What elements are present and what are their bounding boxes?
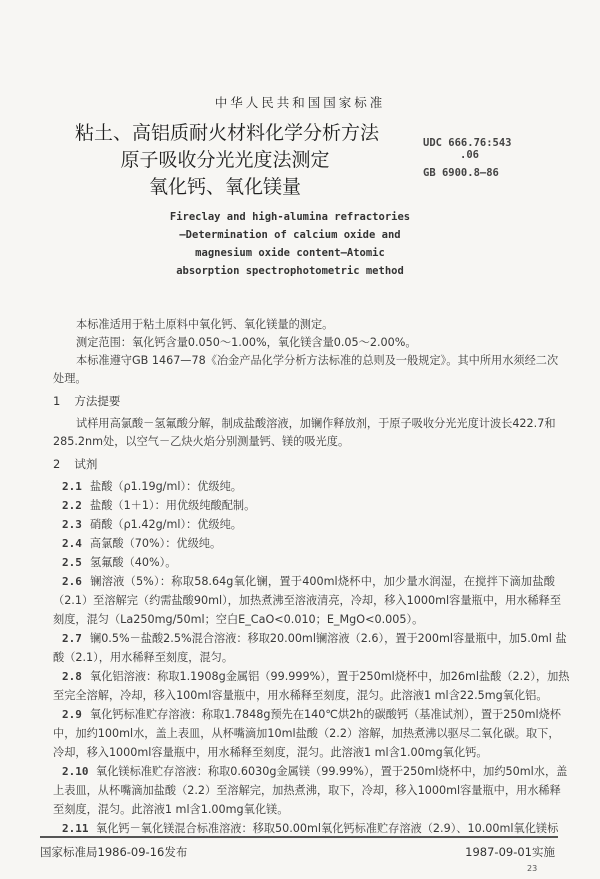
reagent-item-continuation: 刻度，混匀（La250mg/50ml；空白E_CaO<0.010；E_MgO<0.005）。 — [53, 613, 424, 626]
intro-line: 测定范围：氧化钙含量0.050～1.00%，氧化镁含量0.05～2.00%。 — [76, 336, 417, 349]
english-title-1: Fireclay and high-alumina refractories — [169, 211, 411, 223]
section-title: 试剂 — [74, 457, 98, 471]
reagent-item-2.8 — [62, 668, 570, 684]
reagent-item-continuation: 上表皿，从杯嘴滴加盐酸（2.2）至溶解完，加热煮沸，取下，冷却，移入1000ml容量瓶中，用水稀释 — [53, 784, 561, 797]
gb-number: GB 6900.8—86 — [423, 167, 499, 179]
item-number: 2.1 — [62, 480, 82, 493]
page-number: 23 — [527, 864, 538, 873]
item-number: 2.6 — [62, 575, 82, 588]
item-text: 氧化钙－氧化镁混合标准溶液：移取50.00ml氧化钙标准贮存溶液（2.9）、10.00ml氧化镁标 — [96, 822, 559, 835]
item-text: 盐酸（1＋1）：用优级纯酸配制。 — [90, 499, 256, 512]
footer-rule — [40, 836, 558, 838]
section-title: 方法提要 — [74, 394, 121, 408]
item-number: 2.10 — [62, 765, 89, 778]
section-number: 2 — [53, 457, 61, 471]
intro-line: 本标准适用于粘土原料中氧化钙、氧化镁量的测定。 — [76, 318, 334, 331]
section-heading-reagents — [53, 456, 97, 472]
reagent-item-2.6 — [62, 573, 555, 589]
title-line-3: 氧化钙、氧化镁量 — [148, 176, 301, 198]
english-title-3: magnesium oxide content—Atomic — [195, 247, 385, 259]
reagent-item-continuation: 至完全溶解，冷却，移入100ml容量瓶中，用水稀释至刻度，混匀。此溶液1 ml含22.5mg氧化铝。 — [53, 689, 548, 702]
reagent-item-2.2 — [62, 497, 555, 513]
item-number: 2.7 — [62, 632, 82, 645]
title-line-1: 粘土、高铝质耐火材料化学分析方法 — [75, 122, 380, 144]
english-title-4: absorption spectrophotometric method — [176, 265, 404, 277]
udc-code: UDC 666.76:543 — [423, 137, 512, 149]
english-title-2: —Determination of calcium oxide and — [179, 229, 401, 241]
section-number: 1 — [53, 394, 61, 408]
item-text: 盐酸（ρ1.19g/ml）：优级纯。 — [90, 480, 242, 493]
item-number: 2.3 — [62, 518, 82, 531]
issuing-header: 中华人民共和国国家标准 — [214, 95, 386, 110]
item-text: 高氯酸（70%）：优级纯。 — [90, 537, 222, 550]
intro-line: 本标准遵守GB 1467—78《冶金产品化学分析方法标准的总则及一般规定》。其中所用水须经二次 — [76, 354, 559, 367]
item-text: 硝酸（ρ1.42g/ml）：优级纯。 — [90, 518, 242, 531]
item-text: 镧溶液（5%）：称取58.64g氧化镧，置于400ml烧杯中，加少量水润湿，在搅拌下滴加盐酸 — [90, 575, 555, 588]
reagent-item-continuation: 冷却，移入1000ml容量瓶中，用水稀释至刻度，混匀。此溶液1 ml含1.00mg氧化钙。 — [53, 746, 488, 759]
item-number: 2.2 — [62, 499, 82, 512]
reagent-item-2.1 — [62, 478, 555, 494]
effective-date: 1987-09-01实施 — [465, 845, 555, 859]
reagent-item-continuation: （2.1）至溶解完（约需盐酸90ml），加热煮沸至溶液清亮，冷却，移入1000ml容量瓶中，用水稀释至 — [53, 594, 562, 607]
reagent-item-2.7 — [62, 630, 567, 646]
item-number: 2.11 — [62, 822, 89, 835]
reagent-item-2.5 — [62, 554, 555, 570]
section-heading-method — [53, 393, 120, 409]
reagent-item-continuation: 至刻度，混匀。此溶液1 ml含1.00mg氧化镁。 — [53, 803, 289, 816]
reagent-item-continuation: 酸（2.1），用水稀释至刻度，混匀。 — [53, 651, 234, 664]
item-number: 2.9 — [62, 708, 82, 721]
intro-line: 处理。 — [53, 372, 87, 385]
item-text: 氢氟酸（40%）。 — [90, 556, 177, 569]
method-line: 285.2nm处，以空气－乙炔火焰分别测量钙、镁的吸光度。 — [53, 435, 350, 448]
item-text: 氧化铝溶液：称取1.1908g金属铝（99.999%），置于250ml烧杯中，加26ml盐酸（2.2），加热 — [90, 670, 570, 683]
item-text: 氧化镁标准贮存溶液：称取0.6030g金属镁（99.99%），置于250ml烧杯中，加约50ml水，盖 — [96, 765, 568, 778]
item-number: 2.4 — [62, 537, 82, 550]
reagent-item-2.10 — [62, 763, 568, 779]
reagent-item-2.3 — [62, 516, 555, 532]
reagent-item-2.9 — [62, 706, 561, 722]
item-text: 氧化钙标准贮存溶液：称取1.7848g预先在140℃烘2h的碳酸钙（基准试剂），置于250ml烧杯 — [90, 708, 561, 721]
item-number: 2.5 — [62, 556, 82, 569]
method-line: 试样用高氯酸－氢氟酸分解，制成盐酸溶液，加镧作释放剂，于原子吸收分光光度计波长422.7和 — [76, 417, 556, 430]
reagent-item-2.11 — [62, 820, 559, 836]
title-line-2: 原子吸收分光光度法测定 — [120, 149, 330, 171]
item-number: 2.8 — [62, 670, 82, 683]
udc-code-cont: .06 — [460, 149, 479, 161]
item-text: 镧0.5%－盐酸2.5%混合溶液：移取20.00ml镧溶液（2.6），置于200ml容量瓶中，加5.0ml 盐 — [90, 632, 567, 645]
reagent-item-2.4 — [62, 535, 555, 551]
issue-date: 国家标准局1986-09-16发布 — [40, 845, 188, 859]
reagent-item-continuation: 中，加约100ml水，盖上表皿，从杯嘴滴加10ml盐酸（2.2）溶解，加热煮沸以驱尽二氧化碳。取下， — [53, 727, 560, 740]
